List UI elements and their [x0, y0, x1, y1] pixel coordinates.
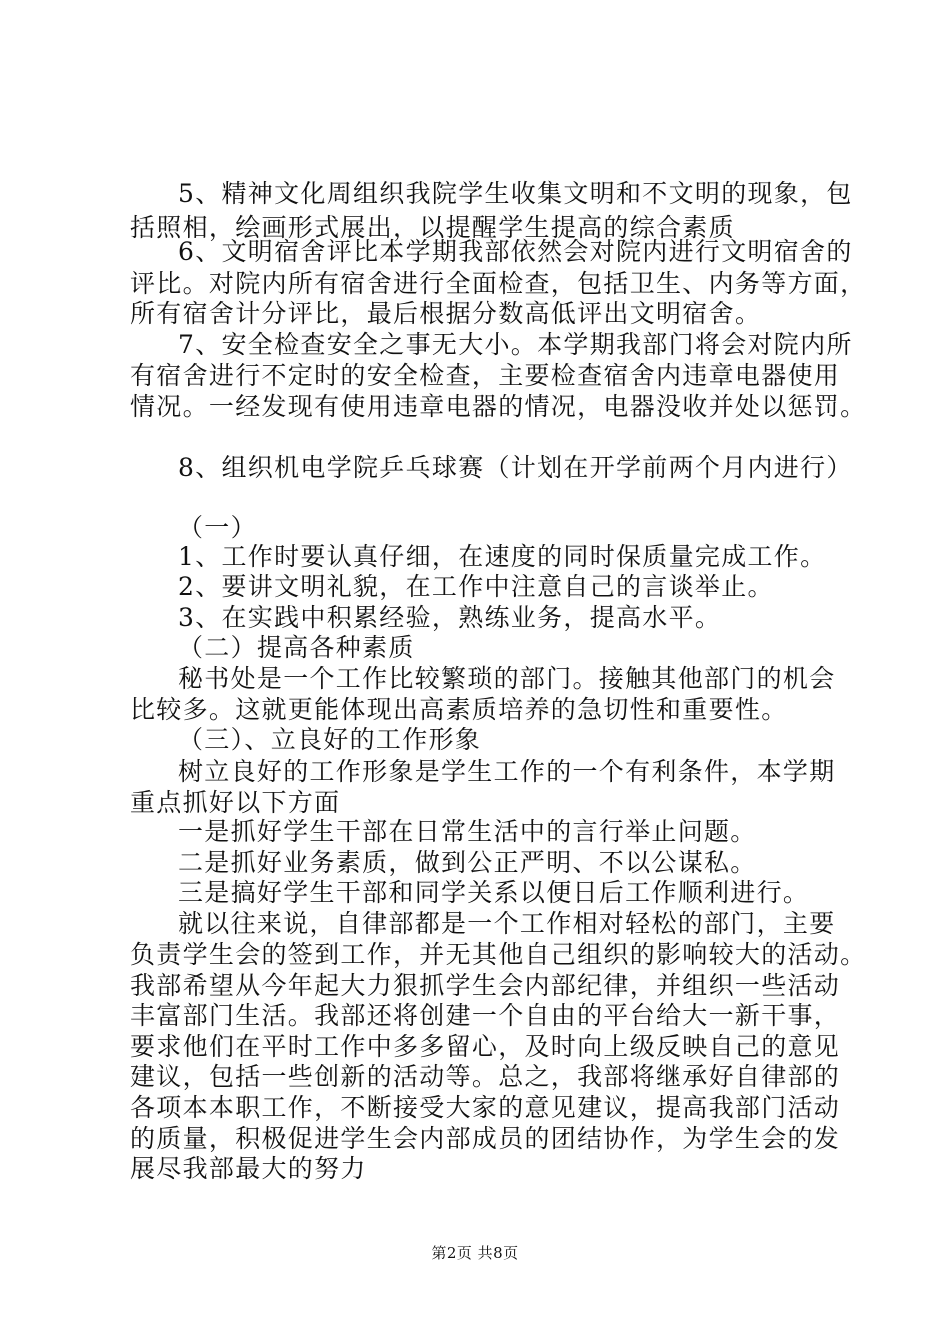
text-line: 括照相，绘画形式展出，以提醒学生提高的综合素质	[130, 213, 735, 242]
text-line: 就以往来说，自律部都是一个工作相对轻松的部门，主要	[178, 909, 836, 938]
text-line: 秘书处是一个工作比较繁琐的部门。接触其他部门的机会	[178, 664, 836, 693]
text-line: 丰富部门生活。我部还将创建一个自由的平台给大一新干事，	[130, 1001, 841, 1030]
text-line: 8、组织机电学院乒乓球赛（计划在开学前两个月内进行）	[178, 453, 853, 482]
text-line: 建议，包括一些创新的活动等。总之，我部将继承好自律部的	[130, 1062, 841, 1091]
text-line: 3、在实践中积累经验，熟练业务，提高水平。	[178, 603, 722, 632]
text-line: 二是抓好业务素质，做到公正严明、不以公谋私。	[178, 848, 757, 877]
text-line: 的质量，积极促进学生会内部成员的团结协作，为学生会的发	[130, 1124, 841, 1153]
text-line: 7、安全检查安全之事无大小。本学期我部门将会对院内所	[178, 330, 853, 359]
page-footer: 第2页 共8页	[431, 1244, 519, 1262]
text-line: 要求他们在平时工作中多多留心，及时向上级反映自己的意见	[130, 1032, 841, 1061]
section-heading: （二）提高各种素质	[178, 633, 415, 662]
text-line: 所有宿舍计分评比，最后根据分数高低评出文明宿舍。	[130, 299, 762, 328]
text-line: 负责学生会的签到工作，并无其他自己组织的影响较大的活动。	[130, 940, 867, 969]
text-line: 树立良好的工作形象是学生工作的一个有利条件，本学期	[178, 757, 836, 786]
text-line: 5、精神文化周组织我院学生收集文明和不文明的现象，包	[178, 179, 853, 208]
text-line: 我部希望从今年起大力狠抓学生会内部纪律，并组织一些活动	[130, 971, 841, 1000]
text-line: 情况。一经发现有使用违章电器的情况，电器没收并处以惩罚。	[130, 392, 867, 421]
text-line: 一是抓好学生干部在日常生活中的言行举止问题。	[178, 817, 757, 846]
text-line: 三是搞好学生干部和同学关系以便日后工作顺利进行。	[178, 878, 810, 907]
text-line: 评比。对院内所有宿舍进行全面检查，包括卫生、内务等方面，	[130, 269, 867, 298]
text-line: 有宿舍进行不定时的安全检查，主要检查宿舍内违章电器使用	[130, 361, 841, 390]
text-line: 2、要讲文明礼貌，在工作中注意自己的言谈举止。	[178, 572, 774, 601]
text-line: 1、工作时要认真仔细，在速度的同时保质量完成工作。	[178, 542, 827, 571]
text-line: 比较多。这就更能体现出高素质培养的急切性和重要性。	[130, 695, 788, 724]
text-line: 重点抓好以下方面	[130, 788, 341, 817]
text-line: 各项本本职工作，不断接受大家的意见建议，提高我部门活动	[130, 1093, 841, 1122]
section-heading: （一）	[178, 513, 257, 542]
text-line: 展尽我部最大的努力	[130, 1154, 367, 1183]
section-heading: （三）、立良好的工作形象	[178, 725, 482, 754]
text-line: 6、文明宿舍评比本学期我部依然会对院内进行文明宿舍的	[178, 237, 853, 266]
